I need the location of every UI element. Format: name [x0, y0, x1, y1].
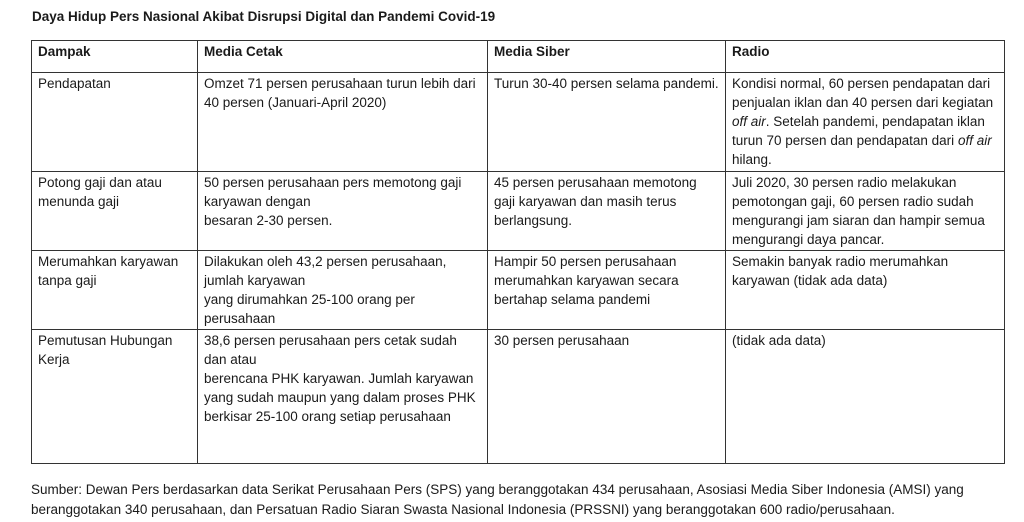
cell-media-cetak: Dilakukan oleh 43,2 persen perusahaan, jumlah karyawan yang dirumahkan 25-100 orang per perusahaan: [198, 251, 488, 330]
radio-emphasis-off-air-2: off air: [957, 133, 992, 148]
cell-radio: (tidak ada data): [726, 330, 1005, 464]
table-row: [32, 73, 1005, 172]
cell-media-siber: Hampir 50 persen perusahaan merumahkan karyawan secara bertahap selama pandemi: [488, 251, 726, 330]
table-title: Daya Hidup Pers Nasional Akibat Disrupsi Digital dan Pandemi Covid-19: [32, 9, 496, 24]
cell-media-siber: 45 persen perusahaan memotong gaji karyawan dan masih terus berlangsung.: [488, 172, 726, 251]
cell-dampak: Potong gaji dan atau menunda gaji: [32, 172, 198, 251]
header-row: [32, 41, 1005, 73]
cell-media-cetak: 50 persen perusahaan pers memotong gaji karyawan dengan besaran 2-30 persen.: [198, 172, 488, 251]
header-radio: Radio: [726, 41, 1005, 73]
table-row: [32, 330, 1005, 464]
cell-media-cetak: Omzet 71 persen perusahaan turun lebih dari 40 persen (Januari-April 2020): [198, 73, 488, 172]
cell-dampak: Pendapatan: [32, 73, 198, 172]
table-row: [32, 251, 1005, 330]
cell-dampak: Pemutusan Hubungan Kerja: [32, 330, 198, 464]
radio-text-a: Kondisi normal, 60 persen pendapatan dari penjualan iklan dan 40 persen dari kegiatan: [732, 76, 994, 110]
header-media-siber: Media Siber: [488, 41, 726, 73]
cell-radio: Juli 2020, 30 persen radio melakukan pemotongan gaji, 60 persen radio sudah mengurangi jam siaran dan hampir semua mengurangi daya pancar.: [726, 172, 1005, 251]
header-media-cetak: Media Cetak: [198, 41, 488, 73]
cell-media-siber: Turun 30-40 persen selama pandemi.: [488, 73, 726, 172]
source-note: Sumber: Dewan Pers berdasarkan data Serikat Perusahaan Pers (SPS) yang beranggotakan 434 perusahaan, Asosiasi Media Siber Indonesia (AMSI) yang beranggotakan 340 perusahaan, dan Persatuan Radio Siaran Swasta Nasional Indonesia (PRSSNI) yang beranggotakan 600 radio/perusahaan.: [31, 482, 964, 517]
cell-radio: Semakin banyak radio merumahkan karyawan (tidak ada data): [726, 251, 1005, 330]
cell-dampak: Merumahkan karyawan tanpa gaji: [32, 251, 198, 330]
radio-text-c: hilang.: [732, 152, 772, 167]
cell-media-siber: 30 persen perusahaan: [488, 330, 726, 464]
cell-media-cetak: 38,6 persen perusahaan pers cetak sudah dan atau berencana PHK karyawan. Jumlah karyawan yang sudah maupun yang dalam proses PHK berkisar 25-100 orang setiap perusahaan: [198, 330, 488, 464]
table-row: [32, 172, 1005, 251]
impact-table: [31, 40, 1005, 464]
radio-emphasis-off-air: off air: [732, 114, 766, 129]
cell-radio: [726, 73, 1005, 172]
radio-text-b: . Setelah pandemi, pendapatan iklan turun 70 persen dan pendapatan dari: [732, 114, 985, 148]
header-dampak: Dampak: [32, 41, 198, 73]
